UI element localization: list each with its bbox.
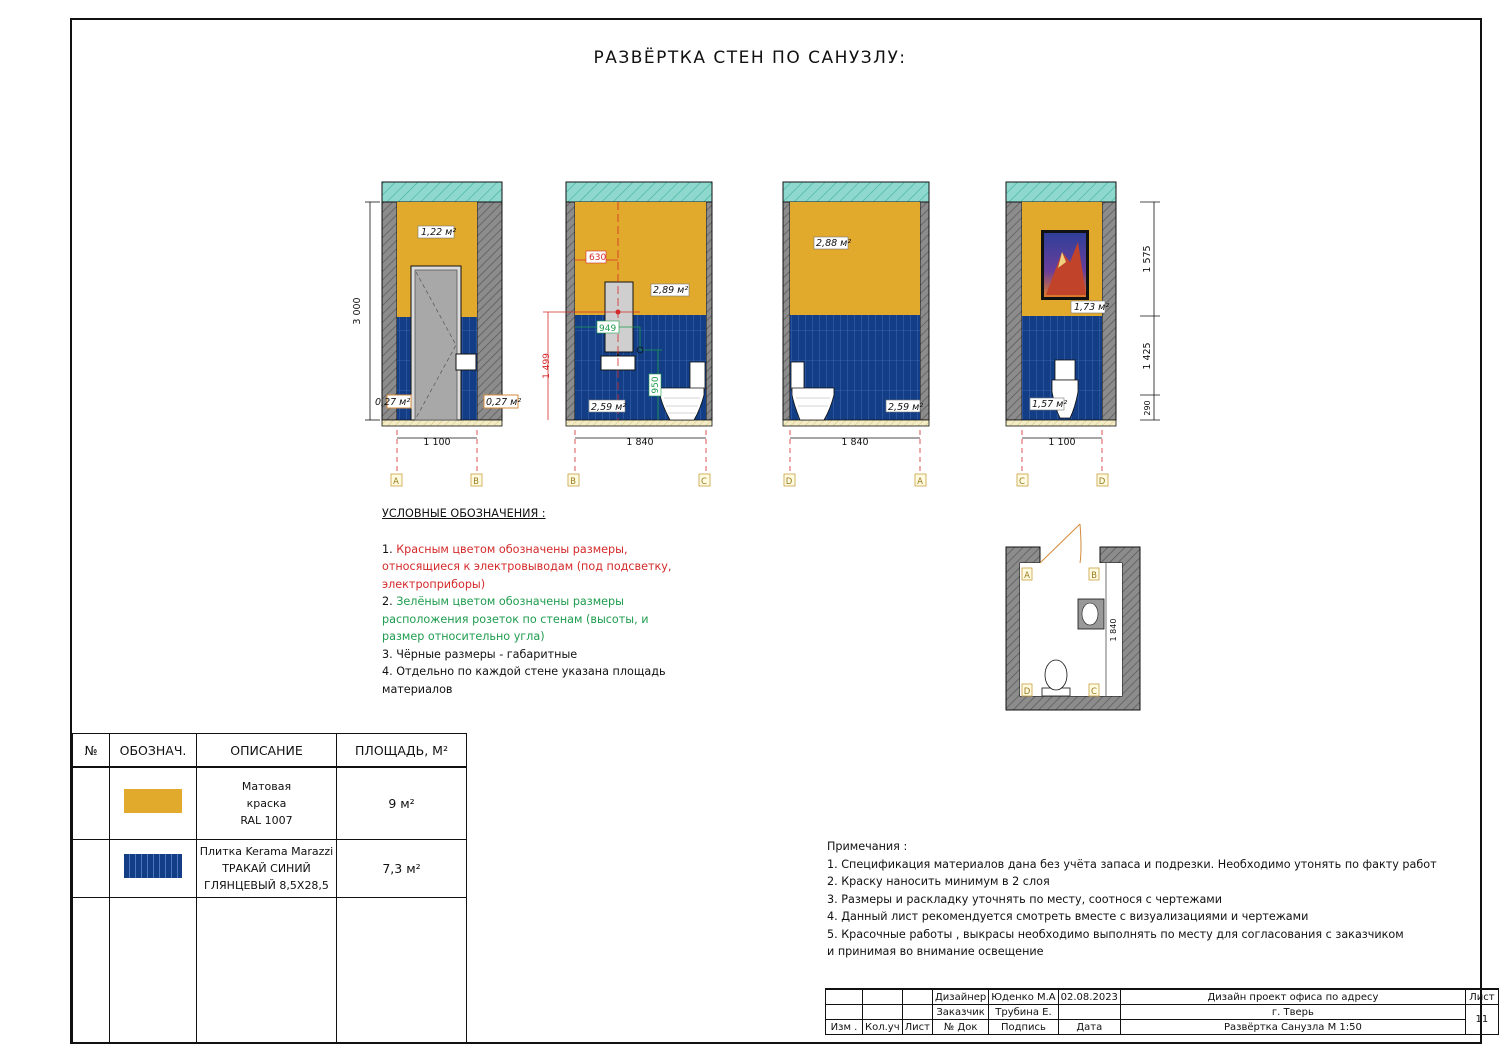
notes-heading: Примечания : [827, 840, 908, 853]
legend-item1: Красным цветом обозначены размеры, относящиеся к электровыводам (под подсветку, электроприборы) [382, 542, 672, 591]
e1-area-left: 0,27 м² [375, 397, 411, 408]
legend-heading: УСЛОВНЫЕ ОБОЗНАЧЕНИЯ [382, 507, 539, 520]
sheet-number: 11 [1465, 1005, 1498, 1035]
plan-dim: 1 840 [1109, 618, 1118, 642]
e1-axis-right: B [473, 477, 479, 487]
e3-area-bottom: 2,59 м² [888, 402, 924, 413]
col-description: ОПИСАНИЕ [197, 734, 337, 768]
legend: УСЛОВНЫЕ ОБОЗНАЧЕНИЯ : 1. Красным цветом обозначены размеры, относящиеся к электровыводам (под подсветку, электроприборы) 2. Зелёным цветом обозначены размеры расположения розеток по стенам (высоты, и размер относительно угла) 3. Чёрные размеры - габаритные 4. Отдельно по каждой стене указана площадь материалов [382, 505, 682, 698]
e2-dim-red-top: 630 [589, 253, 607, 263]
elevation-c-d [1006, 182, 1160, 486]
e3-axis-right: A [917, 477, 923, 487]
e3-area-top: 2,88 м² [816, 238, 852, 249]
e2-dim-red-left: 1 499 [542, 353, 552, 379]
legend-item2-num: 2. [382, 595, 397, 608]
materials-table [72, 733, 467, 1044]
title-block: Дизайнер Юденко М.А 02.08.2023 Дизайн проект офиса по адресу Лист Заказчик Трубина Е. г. Тверь 11 Изм . Кол.уч Лист № Док Подпись Дата Развёртка Санузла М 1:50 [825, 988, 1499, 1035]
floor-plan [1006, 524, 1140, 710]
table-row-empty [73, 897, 467, 1043]
plan-label-c: C [1091, 687, 1097, 697]
plan-label-d: D [1023, 687, 1031, 697]
e2-dim-green-v: 950 [651, 376, 661, 394]
notes: Примечания : 1. Спецификация материалов дана без учёта запаса и подрезки. Необходимо утонять по факту работ 2. Краску наносить минимум в 2 слоя 3. Размеры и раскладку уточнять по месту, соотнося с чертежами 4. Данный лист рекомендуется смотреть вместе с визуализациями и чертежами 5. Красочные работы , выкрасы необходимо выполнять по месту для согласования с заказчиком и принимая во внимание освещение [827, 840, 1437, 958]
e4-width-dim: 1 100 [1048, 437, 1076, 448]
e3-width-dim: 1 840 [841, 437, 869, 448]
e3-axis-left: D [785, 477, 793, 487]
paint-swatch [124, 789, 182, 813]
col-area: ПЛОЩАДЬ, М² [337, 734, 467, 768]
table-row: Плитка Kerama Marazzi ТРАКАЙ СИНИЙ ГЛЯНЦЕВЫЙ 8,5Х28,5 7,3 м² [73, 839, 467, 897]
tile-swatch [124, 854, 182, 878]
e1-width-dim: 1 100 [423, 437, 451, 448]
e1-axis-left: А [393, 477, 399, 487]
city: г. Тверь [1120, 1005, 1465, 1020]
row2-area: 7,3 м² [337, 839, 467, 897]
e2-area-bottom: 2,59 м² [591, 402, 627, 413]
e4-axis-left: C [1019, 477, 1025, 487]
e2-axis-left: B [570, 477, 576, 487]
table-row: Матовая краска RAL 1007 9 м² [73, 767, 467, 839]
legend-item4: 4. Отдельно по каждой стене указана площадь материалов [382, 665, 666, 696]
e4-dim-bottom: 290 [1143, 400, 1152, 416]
legend-item1-num: 1. [382, 542, 397, 556]
page-title: РАЗВЁРТКА СТЕН ПО САНУЗЛУ: [593, 48, 907, 68]
legend-item3: 3. Чёрные размеры - габаритные [382, 647, 578, 661]
e2-area-top: 2,89 м² [653, 285, 689, 296]
e2-width-dim: 1 840 [626, 437, 654, 448]
e4-area-top: 1,73 м² [1074, 302, 1110, 313]
e2-dim-green-h: 949 [599, 324, 617, 334]
e4-dim-top: 1 575 [1142, 245, 1153, 273]
row1-area: 9 м² [337, 767, 467, 839]
sheet-title: Развёртка Санузла М 1:50 [1120, 1020, 1465, 1035]
plan-label-b: B [1091, 571, 1097, 581]
col-symbol: ОБОЗНАЧ. [110, 734, 197, 768]
plan-label-a: A [1024, 571, 1030, 581]
legend-item2: Зелёным цветом обозначены размеры расположения розеток по стенам (высоты, и размер относительно угла) [382, 595, 649, 643]
e4-axis-right: D [1098, 477, 1106, 487]
e4-dim-mid: 1 425 [1142, 342, 1153, 370]
col-num: № [73, 734, 110, 768]
project-title: Дизайн проект офиса по адресу [1120, 989, 1465, 1005]
e1-area-top: 1,22 м² [421, 227, 457, 238]
e1-height-dim: 3 000 [352, 297, 363, 325]
e4-area-bottom: 1,57 м² [1032, 399, 1068, 410]
e1-area-right: 0,27 м² [486, 397, 522, 408]
e2-axis-right: C [701, 477, 707, 487]
